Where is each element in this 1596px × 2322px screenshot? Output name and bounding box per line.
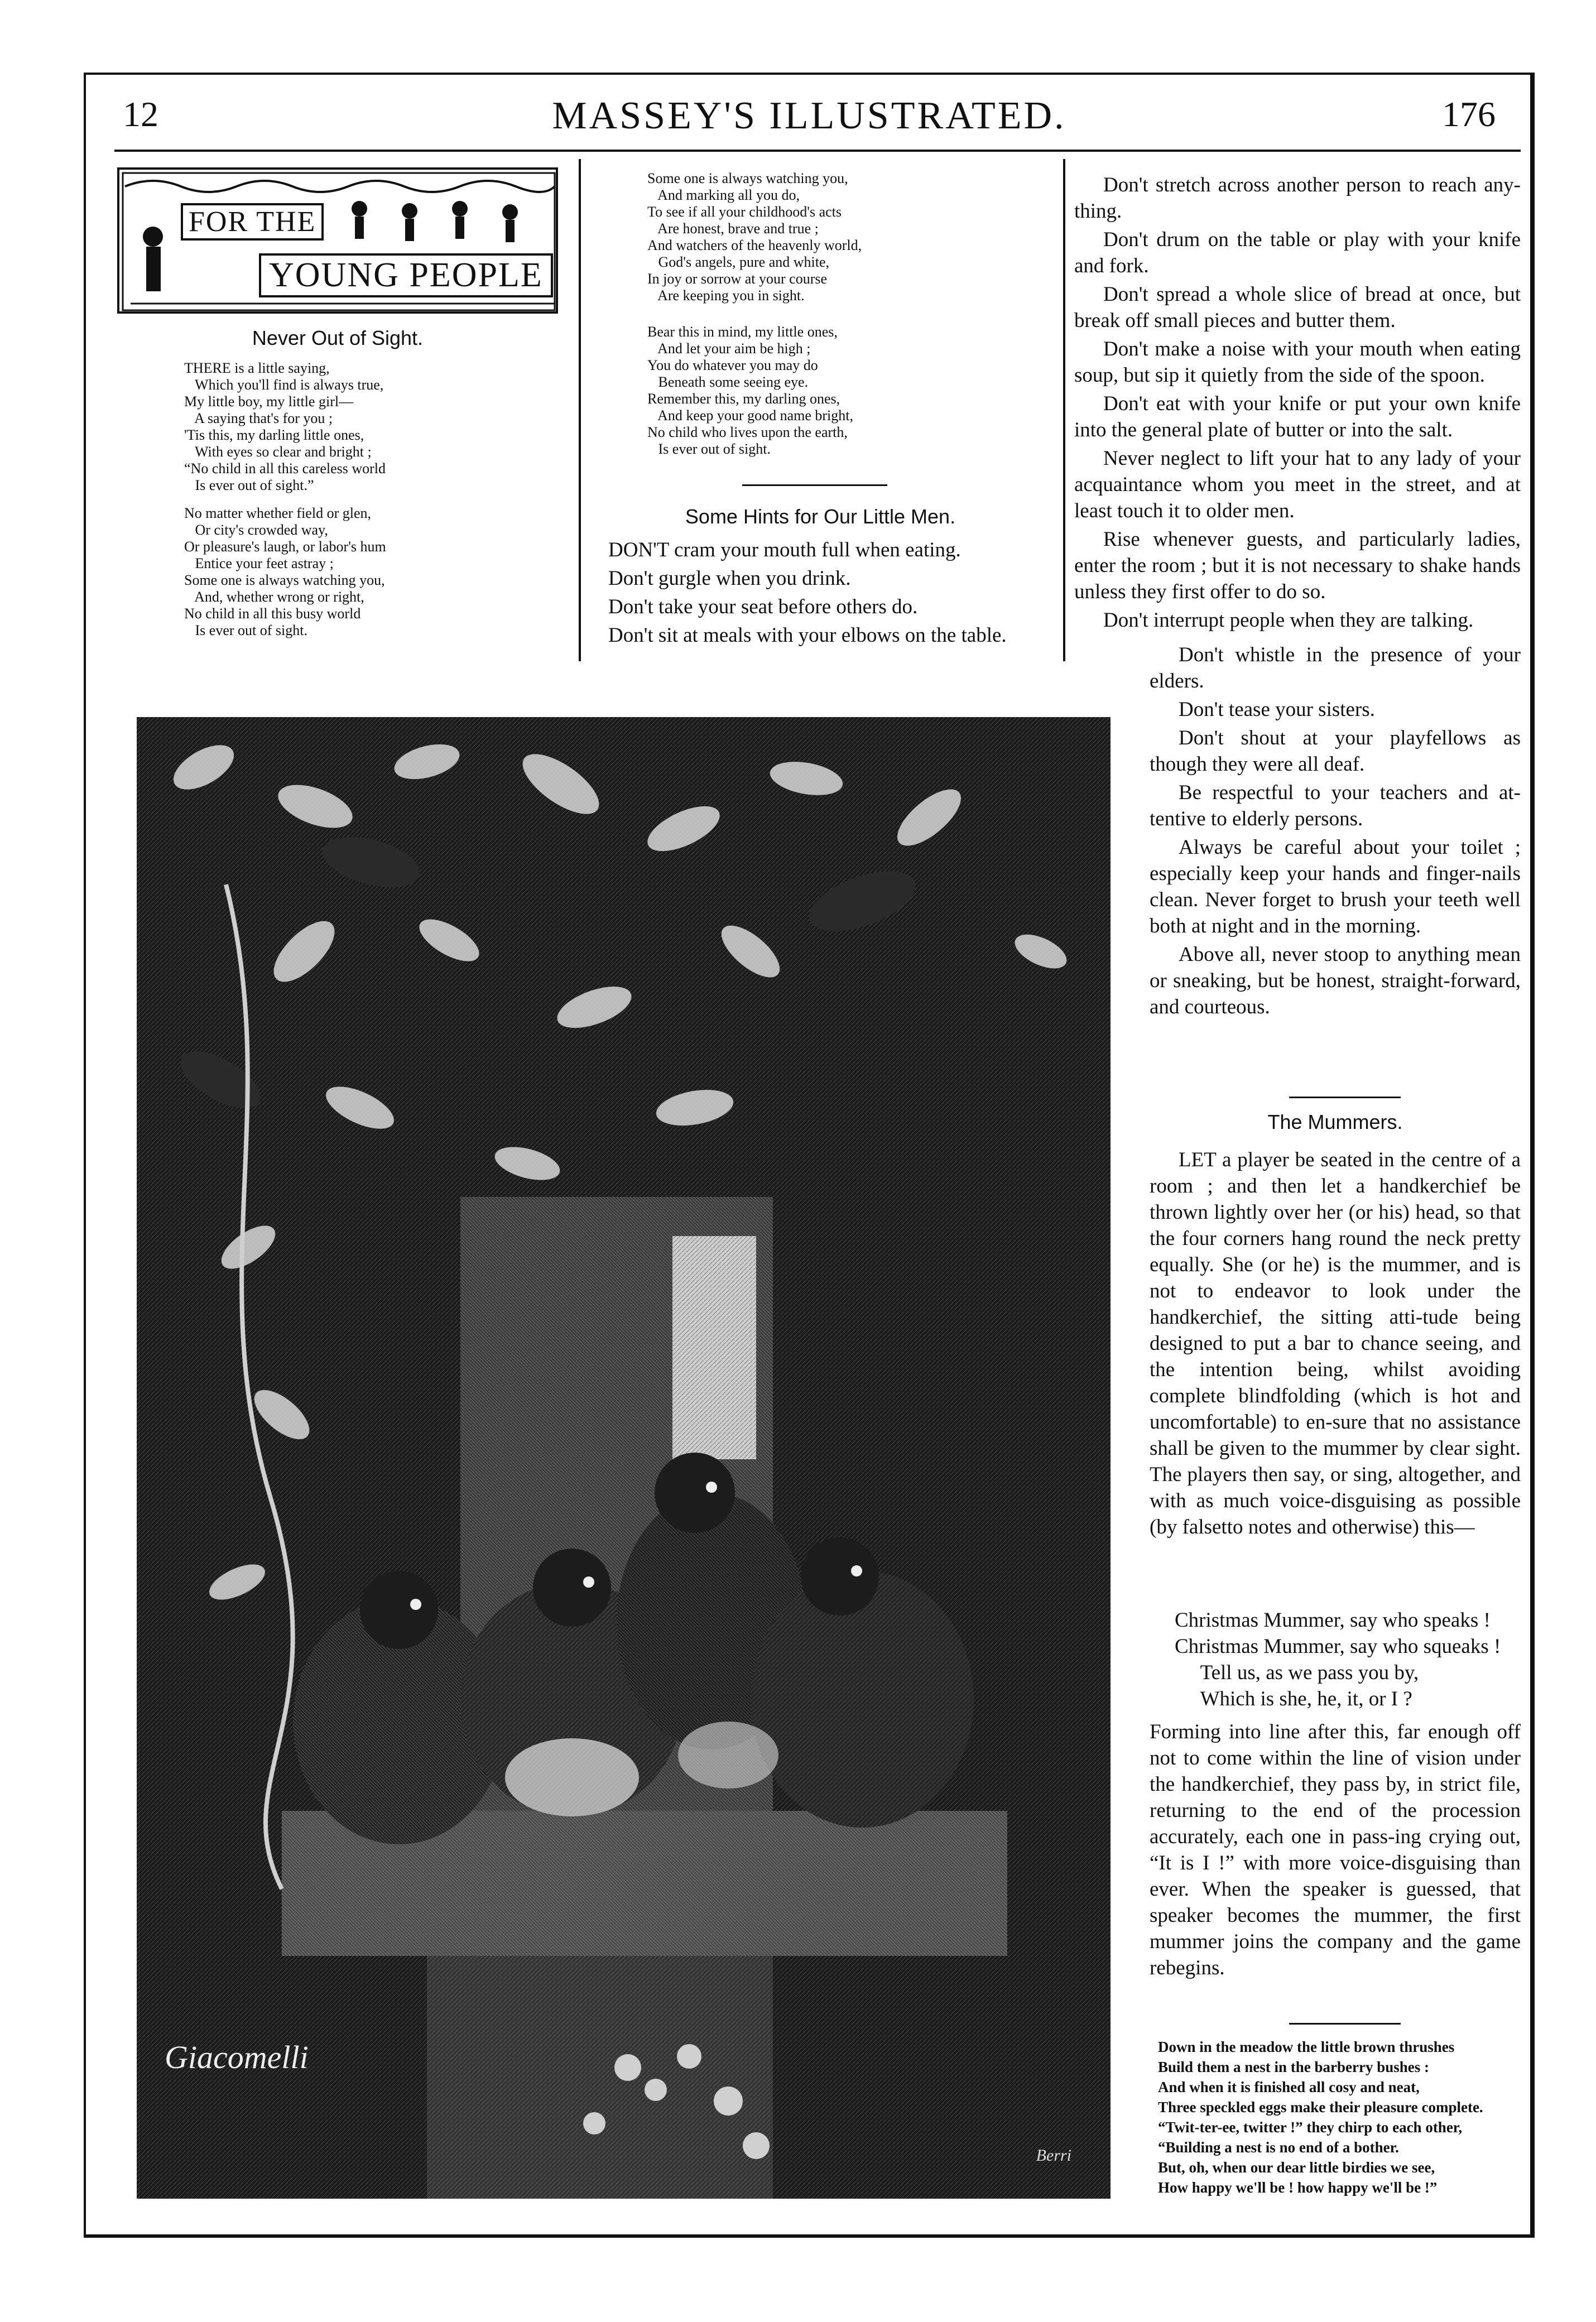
hint-item: Don't gurgle when you drink. <box>608 567 851 590</box>
page-number-right: 176 <box>1442 94 1496 134</box>
section-divider <box>1289 2023 1401 2025</box>
hint-item: Don't stretch across another person to reach any-thing. <box>1074 174 1521 223</box>
page-header <box>95 89 1523 145</box>
banner-label-young-people: YOUNG PEOPLE <box>259 253 553 297</box>
hints-narrow <box>1150 642 1521 1022</box>
poem-stanza-4: Bear this in mind, my little ones, And let your aim be high ; You do whatever you may do Beneath some seeing eye. Remember this, my darling ones, And keep your good name bright, No child who lives upon the earth, Is ever out of sight. <box>647 324 853 457</box>
mummers-title: The Mummers. <box>1267 1110 1403 1133</box>
hint-item: Don't tease your sisters. <box>1179 698 1375 721</box>
hint-item: Don't make a noise with your mouth when eating soup, but sip it quietly from the side of the spoon. <box>1074 338 1521 387</box>
hint-item: Don't eat with your knife or put your own knife into the general plate of butter or into the salt. <box>1074 392 1521 441</box>
closing-poem <box>1158 2037 1483 2198</box>
engraving-illustration <box>137 717 1111 2199</box>
hint-item: Don't interrupt people when they are talking. <box>1103 609 1474 632</box>
hint-item: Don't whistle in the presence of your elders. <box>1150 643 1521 693</box>
hint-item: Don't take your seat before others do. <box>608 595 918 618</box>
hints-continued <box>1074 172 1521 636</box>
hints-list <box>608 536 1055 650</box>
hint-item: Rise whenever guests, and particularly ladies, enter the room ; but it is not necessary to shake hands unless they first offer to do so. <box>1074 528 1521 603</box>
hint-item: Always be careful about your toilet ; especially keep your hands and finger-nails clean. Never forget to brush your teeth well both at night and in the morning. <box>1150 836 1521 938</box>
mummers-text: LET a player be seated in the centre of a room ; and then let a handkerchief be thrown lightly over her (or his) head, so that the four corners hang round the neck pretty equally. She (or he) is the mummer, and is not to endeavor to look under the handkerchief, the sitting atti-tude being designed to put a bar to chance seeing, and the intention being, whilst avoiding complete blindfolding (which is hot and uncomfortable) to en-sure that no assistance shall be given to the mummer by clear sight. The players then say, or sing, altogether, and with as much voice-disguising as possible (by falsetto notes and otherwise) this— <box>1150 1148 1521 1539</box>
hint-item: Be respectful to your teachers and at-tentive to elderly persons. <box>1150 781 1521 830</box>
column-rule-2 <box>1063 159 1065 661</box>
section-divider <box>742 484 887 486</box>
engraving-artwork <box>137 717 1111 2199</box>
page-number-left: 12 <box>123 94 158 134</box>
hints-title: Some Hints for Our Little Men. <box>685 505 956 528</box>
banner-label-for-the: FOR THE <box>181 203 324 241</box>
closing-poem-line: How happy we'll be ! how happy we'll be !” <box>1158 2179 1438 2196</box>
hint-item: Don't drum on the table or play with your knife and fork. <box>1074 228 1521 277</box>
mummers-text: Forming into line after this, far enough off not to come within the line of vision under the handkerchief, they pass by, in strict file, returning to the end of the procession accurately, each one in pass-ing crying out, “It is I !” with more voice-disguising than ever. When the speaker is guessed, that speaker becomes the mummer, the first mummer joins the company and the game rebegins. <box>1150 1720 1521 1979</box>
closing-poem-line: Build them a nest in the barberry bushes : <box>1158 2059 1430 2075</box>
closing-poem-line: Three speckled eggs make their pleasure complete. <box>1158 2099 1483 2116</box>
hint-item: Don't sit at meals with your elbows on the table. <box>608 624 1007 647</box>
closing-poem-line: “Twit-ter-ee, twitter !” they chirp to each other, <box>1158 2119 1463 2136</box>
closing-poem-line: And when it is finished all cosy and neat, <box>1158 2079 1420 2095</box>
hint-item: Don't shout at your playfellows as though they were all deaf. <box>1150 727 1521 776</box>
column-rule-1 <box>579 159 581 661</box>
closing-poem-line: “Building a nest is no end of a bother. <box>1158 2139 1399 2156</box>
hint-item: DON'T cram your mouth full when eating. <box>608 539 961 561</box>
hint-item: Above all, never stoop to anything mean or sneaking, but be honest, straight-forward, and courteous. <box>1150 943 1521 1018</box>
artist-signature: Giacomelli <box>165 2039 309 2075</box>
mummers-paragraph-2 <box>1150 1719 1521 1983</box>
young-people-banner <box>117 167 558 314</box>
hint-item: Don't spread a whole slice of bread at once, but break off small pieces and butter them. <box>1074 283 1521 332</box>
mummers-paragraph-1 <box>1150 1147 1521 1542</box>
poem-stanza-2: No matter whether field or glen, Or city's crowded way, Or pleasure's laugh, or labor's hum Entice your feet astray ; Some one is always watching you, And, whether wrong or right, No child in all this busy world Is ever out of sight. <box>184 505 386 638</box>
mummers-song: Christmas Mummer, say who speaks ! Christmas Mummer, say who squeaks ! Tell us, as we pass you by, Which is she, he, it, or I ? <box>1175 1609 1501 1710</box>
hint-item: Never neglect to lift your hat to any lady of your acquaintance whom you meet in the street, and at least touch it to older men. <box>1074 447 1521 522</box>
section-divider <box>1289 1097 1401 1098</box>
magazine-title: MASSEY'S ILLUSTRATED. <box>552 94 1066 137</box>
header-rule <box>114 150 1521 152</box>
poem-stanza-1: THERE is a little saying, Which you'll find is always true, My little boy, my little girl— A saying that's for you ; 'Tis this, my darling little ones, With eyes so clear and bright ; “No child in all this careless world Is ever out of sight.” <box>184 360 386 493</box>
closing-poem-line: But, oh, when our dear little birdies we see, <box>1158 2159 1435 2176</box>
closing-poem-line: Down in the meadow the little brown thrushes <box>1158 2039 1455 2055</box>
poem-title: Never Out of Sight. <box>252 326 424 349</box>
poem-stanza-3: Some one is always watching you, And marking all you do, To see if all your childhood's acts Are honest, brave and true ; And watchers of the heavenly world, God's angels, pure and white, In joy or sorrow at your course Are keeping you in sight. <box>647 170 862 304</box>
engraver-signature: Berri <box>1036 2146 1071 2165</box>
